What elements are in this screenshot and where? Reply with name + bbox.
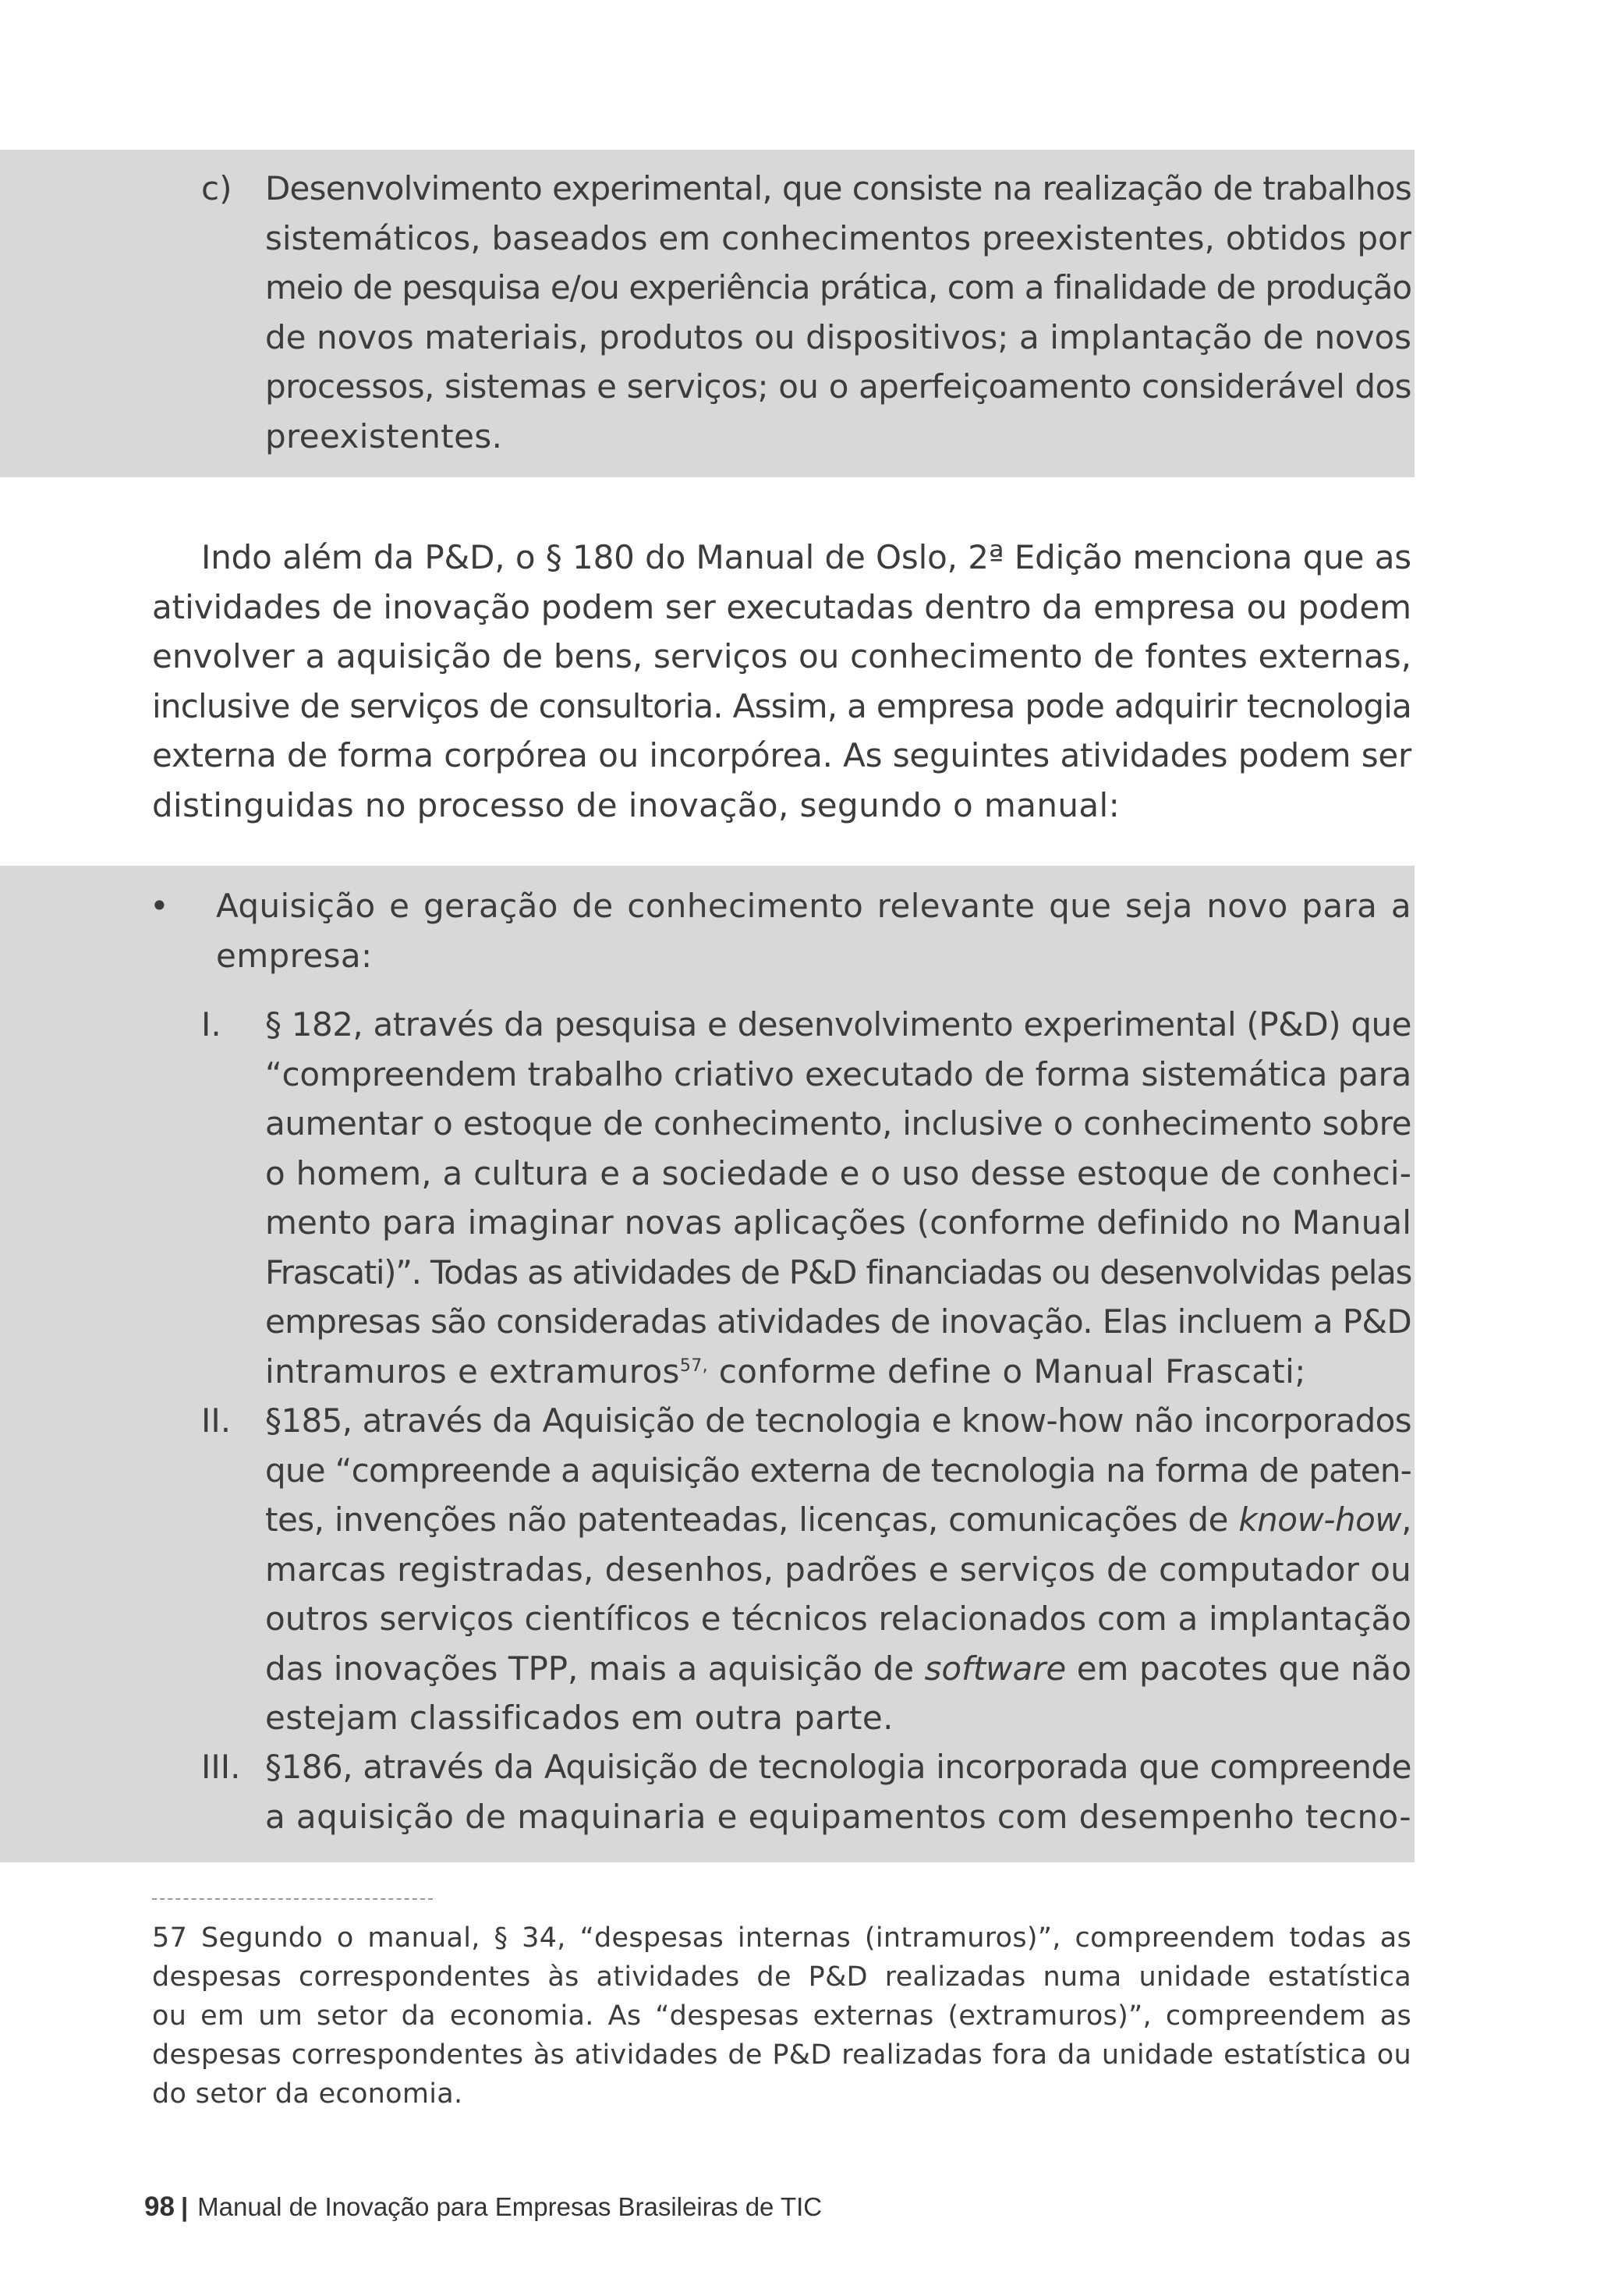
text-line: que “compreende a aquisição externa de tecnologia na forma de paten-	[265, 1451, 1411, 1490]
text-line: meio de pesquisa e/ou experiência prática, com a finalidade de produção	[265, 268, 1411, 306]
text-line: processos, sistemas e serviços; ou o aperfeiçoamento considerável dos	[265, 367, 1411, 406]
text-line: “compreendem trabalho criativo executado de forma sistemática para	[265, 1054, 1411, 1093]
text-line: §186, através da Aquisição de tecnologia incorporada que compreende	[265, 1748, 1411, 1786]
item-II-marker: II.	[201, 1401, 232, 1440]
item-III-text	[265, 1742, 1411, 1841]
text-line: marcas registradas, desenhos, padrões e serviços de computador ou	[265, 1550, 1411, 1589]
text-line: inclusive de serviços de consultoria. Assim, a empresa pode adquirir tecnologia	[152, 686, 1411, 725]
item-I-text	[265, 1000, 1411, 1396]
text-line	[265, 1644, 1411, 1694]
text-line: atividades de inovação podem ser executadas dentro da empresa ou podem	[152, 587, 1411, 626]
footnote-separator	[152, 1898, 433, 1900]
item-c-marker: c)	[201, 169, 232, 207]
text-line: envolver a aquisição de bens, serviços ou conhecimento de fontes externas,	[152, 637, 1411, 675]
text-line: sistemáticos, baseados em conhecimentos preexistentes, obtidos por	[265, 218, 1411, 257]
text-span: em pacotes que não	[1066, 1649, 1411, 1688]
body-paragraph	[152, 533, 1411, 830]
footnote-line: despesas correspondentes às atividades de P&D realizadas numa unidade estatística	[152, 1961, 1411, 1993]
footnote-line: 57 Segundo o manual, § 34, “despesas internas (intramuros)”, compreendem todas as	[152, 1922, 1411, 1954]
footnote-ref-57: 57,	[679, 1355, 709, 1376]
text-line: Desenvolvimento experimental, que consiste na realização de trabalhos	[265, 169, 1411, 207]
text-span: tes, invenções não patenteadas, licenças, comunicações de	[265, 1501, 1239, 1539]
text-line: Indo além da P&D, o § 180 do Manual de Oslo, 2ª Edição menciona que as	[201, 538, 1411, 576]
text-line: distinguidas no processo de inovação, segundo o manual:	[152, 785, 1121, 824]
item-c-text	[265, 164, 1411, 461]
footnote-57	[152, 1919, 1411, 2114]
text-line	[265, 1347, 1411, 1397]
text-line: § 182, através da pesquisa e desenvolvimento experimental (P&D) que	[265, 1005, 1411, 1043]
footer-title: Manual de Inovação para Empresas Brasileiras de TIC	[197, 2192, 823, 2221]
text-span: das inovações TPP, mais a aquisição de	[265, 1649, 925, 1688]
italic-software: software	[924, 1649, 1067, 1688]
text-line: Aquisição e geração de conhecimento relevante que seja novo para a	[216, 887, 1411, 925]
page-footer	[144, 2184, 822, 2230]
text-line: externa de forma corpórea ou incorpórea. As seguintes atividades podem ser	[152, 736, 1411, 774]
footnote-line: ou em um setor da economia. As “despesas externas (extramuros)”, compreendem as	[152, 2000, 1411, 2032]
footnote-line: do setor da economia.	[152, 2078, 463, 2110]
item-I-marker: I.	[201, 1005, 221, 1043]
text-line: o homem, a cultura e a sociedade e o uso desse estoque de conheci-	[265, 1153, 1411, 1192]
text-line: de novos materiais, produtos ou dispositivos; a implantação de novos	[265, 317, 1411, 356]
text-line: estejam classificados em outra parte.	[265, 1699, 894, 1737]
text-span: ,	[1401, 1501, 1411, 1539]
text-line: preexistentes.	[265, 416, 503, 455]
page-number: 98	[144, 2191, 175, 2222]
text-line	[265, 1495, 1411, 1545]
footer-separator: |	[180, 2192, 189, 2221]
text-line: outros serviços científicos e técnicos relacionados com a implantação	[265, 1600, 1411, 1638]
text-line: mento para imaginar novas aplicações (conforme definido no Manual	[265, 1203, 1411, 1242]
text-line: aumentar o estoque de conhecimento, inclusive o conhecimento sobre	[265, 1104, 1411, 1143]
item-III-marker: III.	[201, 1748, 241, 1786]
text-line: a aquisição de maquinaria e equipamentos com desempenho tecno-	[265, 1797, 1411, 1836]
text-line: §185, através da Aquisição de tecnologia e know-how não incorporados	[265, 1401, 1411, 1440]
bullet-marker: •	[150, 887, 169, 925]
footnote-line: despesas correspondentes às atividades de P&D realizadas fora da unidade estatística ou	[152, 2039, 1411, 2071]
item-II-text	[265, 1396, 1411, 1743]
bullet-text	[216, 881, 1411, 980]
text-line: empresas são consideradas atividades de inovação. Elas incluem a P&D	[265, 1302, 1411, 1341]
text-span: conforme define o Manual Frascati;	[708, 1352, 1306, 1391]
text-span: intramuros e extramuros	[265, 1352, 680, 1391]
italic-know-how: know-how	[1238, 1501, 1402, 1539]
text-line: empresa:	[216, 936, 373, 975]
text-line: Frascati)”. Todas as atividades de P&D financiadas ou desenvolvidas pelas	[265, 1253, 1411, 1292]
